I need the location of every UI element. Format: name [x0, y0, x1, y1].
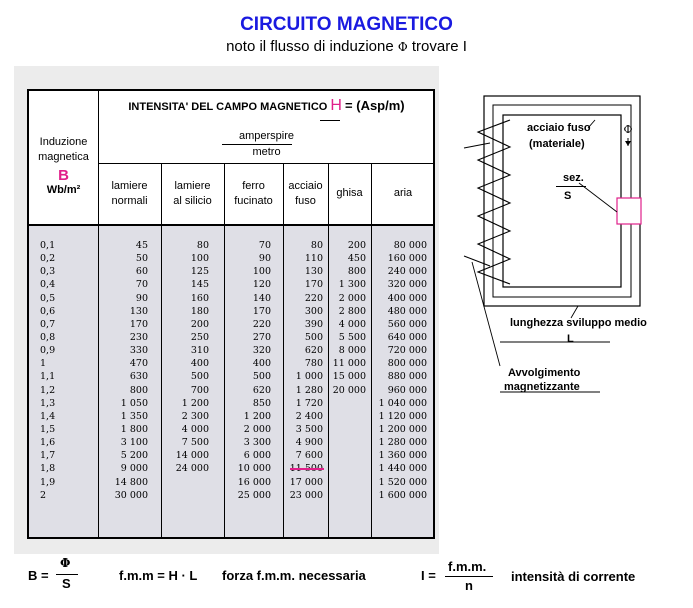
material-label: acciaio fuso [527, 122, 591, 134]
fmm-formula: f.m.m = H · L [119, 568, 198, 583]
table-cell: 60 [135, 266, 148, 278]
table-cell: 500 [304, 331, 323, 343]
table-cell: 1 280 [295, 384, 323, 396]
page-title: CIRCUITO MAGNETICO [240, 14, 453, 35]
section-label: sez. [563, 172, 584, 184]
table-cell: 14 000 [175, 450, 209, 462]
table-cell: 800 [129, 384, 148, 396]
table-cell: 110 [304, 253, 323, 265]
i-formula-den: n [465, 578, 473, 593]
section-symbol: S [564, 190, 572, 202]
table-cell: 16 000 [237, 476, 271, 488]
table-cell: 230 [129, 331, 148, 343]
table-cell [328, 423, 366, 436]
table-cell: 1 520 000 [378, 476, 427, 488]
b-header-line1: Induzione [39, 136, 88, 148]
table-cell: 170 [129, 318, 148, 330]
table-cell: 880 000 [387, 371, 427, 383]
table-cell: 2 400 [295, 410, 323, 422]
i-formula-lhs: I = [421, 568, 436, 583]
h-underline [320, 120, 340, 121]
table-cell: 240 000 [387, 266, 427, 278]
table-cell: 20 000 [332, 384, 366, 396]
i-formula-num: f.m.m. [448, 559, 487, 574]
b-formula-num: Φ [60, 556, 71, 570]
table-cell: 3 500 [295, 423, 323, 435]
table-cell: 1 040 000 [378, 397, 427, 409]
table-cell: 1 600 000 [378, 489, 427, 501]
table-cell: 1 [40, 358, 47, 370]
column-ghisa [328, 239, 366, 502]
table-cell [161, 476, 209, 489]
table-cell: 1 300 [338, 279, 366, 291]
table-cell: 220 [252, 318, 271, 330]
table-cell: 2 [40, 489, 47, 501]
table-cell: 15 000 [332, 371, 366, 383]
b-unit: Wb/m² [46, 184, 81, 196]
table-cell [328, 462, 366, 475]
h-unit: = (Asp/m) [345, 98, 405, 113]
table-cell: 120 [252, 279, 271, 291]
table-cell: 170 [304, 279, 323, 291]
table-cell: 1 280 000 [378, 437, 427, 449]
table-cell [328, 476, 366, 489]
table-cell: 1 350 [120, 410, 148, 422]
table-cell: 850 [252, 397, 271, 409]
table-cell: 0,7 [40, 318, 56, 330]
table-cell: 7 500 [181, 437, 209, 449]
table-cell: 320 000 [387, 279, 427, 291]
flux-symbol: Φ [623, 123, 633, 136]
b-header [29, 135, 98, 198]
table-cell: 17 000 [289, 476, 323, 488]
table-cell: 200 [347, 240, 366, 251]
table-cell: 80 [196, 240, 209, 251]
table-cell: 310 [190, 345, 209, 357]
table-cell: 145 [190, 279, 209, 291]
table-cell: 3 300 [243, 437, 271, 449]
table-cell: 2 300 [181, 410, 209, 422]
table-cell: 2 000 [338, 292, 366, 304]
table-cell: 330 [129, 345, 148, 357]
table-cell: 4 000 [181, 423, 209, 435]
table-cell: 1,9 [40, 476, 56, 488]
section-marker [617, 198, 641, 224]
table-cell [328, 489, 366, 502]
b-formula-den: S [62, 576, 71, 591]
table-cell: 1 800 [120, 423, 148, 435]
table-cell: 70 [258, 240, 271, 251]
i-description: intensità di corrente [511, 569, 636, 584]
table-cell: 500 [190, 371, 209, 383]
table-cell: 1 200 000 [378, 423, 427, 435]
table-cell: 130 [129, 305, 148, 317]
page-subtitle [0, 38, 693, 55]
fmm-description: forza f.m.m. necessaria [222, 568, 366, 583]
table-cell: 200 [190, 318, 209, 330]
length-symbol: L [567, 333, 574, 345]
b-formula-lhs: B = [28, 568, 49, 583]
table-cell: 50 [135, 253, 148, 265]
table-cell: 160 [190, 292, 209, 304]
table-cell: 960 000 [387, 384, 427, 396]
table-cell: 500 [252, 371, 271, 383]
table-cell: 0,2 [40, 253, 56, 265]
table-cell: 1,2 [40, 384, 56, 396]
table-cell: 11 000 [332, 358, 366, 370]
table-cell: 125 [190, 266, 209, 278]
table-cell: 1,5 [40, 423, 56, 435]
table-cell: 70 [135, 279, 148, 291]
table-cell: 90 [258, 253, 271, 265]
table-cell: 100 [252, 266, 271, 278]
table-cell: 0,5 [40, 292, 56, 304]
table-cell: 0,3 [40, 266, 56, 278]
table-cell: 30 000 [114, 489, 148, 501]
grid-line [27, 224, 435, 226]
table-cell: 700 [190, 384, 209, 396]
length-label: lunghezza sviluppo medio [510, 317, 647, 329]
table-cell [328, 436, 366, 449]
table-cell: 400 000 [387, 292, 427, 304]
table-cell: 25 000 [237, 489, 271, 501]
table-cell: 9 000 [120, 463, 148, 475]
phi-symbol: Φ [397, 40, 408, 54]
table-cell: 400 [190, 358, 209, 370]
table-cell: 0,4 [40, 279, 56, 291]
table-cell [161, 489, 209, 502]
table-cell: 1 200 [243, 410, 271, 422]
table-cell: 180 [190, 305, 209, 317]
table-cell: 100 [190, 253, 209, 265]
table-cell: 1,8 [40, 463, 56, 475]
table-cell [328, 397, 366, 410]
table-cell: 7 600 [295, 450, 323, 462]
b-symbol: B [58, 167, 69, 184]
table-cell: 140 [252, 292, 271, 304]
table-cell [328, 449, 366, 462]
table-cell: 1 440 000 [378, 463, 427, 475]
table-cell: 5 500 [338, 331, 366, 343]
h-symbol: H [330, 97, 342, 114]
table-cell: 220 [304, 292, 323, 304]
column-aria [371, 239, 427, 502]
winding-label-line1: Avvolgimento [508, 367, 581, 379]
table-cell: 620 [252, 384, 271, 396]
table-cell: 250 [190, 331, 209, 343]
b-formula-bar [56, 574, 78, 575]
b-header-line2: magnetica [38, 151, 89, 163]
section-fraction-bar [556, 186, 586, 187]
col-header-lamiere-normali: lamiere normali [111, 180, 148, 207]
table-cell: 400 [252, 358, 271, 370]
grid-line [98, 163, 435, 164]
table-cell: 630 [129, 371, 148, 383]
table-cell: 80 000 [393, 240, 427, 251]
table-cell: 14 800 [114, 476, 148, 488]
table-cell: 160 000 [387, 253, 427, 265]
table-cell: 640 000 [387, 331, 427, 343]
table-cell: 6 000 [243, 450, 271, 462]
subtitle-before: noto il flusso di induzione [226, 38, 398, 55]
table-cell: 450 [347, 253, 366, 265]
table-cell: 3 100 [120, 437, 148, 449]
table-cell: 0,9 [40, 345, 56, 357]
col-header-lamiere-silicio: lamiere al silicio [173, 180, 212, 207]
table-cell: 390 [304, 318, 323, 330]
table-cell: 90 [135, 292, 148, 304]
table-cell: 4 900 [295, 437, 323, 449]
column-ferro-fucinato [224, 239, 271, 502]
i-formula-bar [445, 576, 493, 577]
table-cell: 560 000 [387, 318, 427, 330]
table-cell: 1 720 [295, 397, 323, 409]
table-cell: 800 [347, 266, 366, 278]
table-cell: 780 [304, 358, 323, 370]
table-cell: 2 000 [243, 423, 271, 435]
table-cell: 1 000 [295, 371, 323, 383]
table-cell: 0,1 [40, 240, 56, 251]
table-cell: 80 [310, 240, 323, 251]
highlight-underline [290, 468, 324, 470]
table-cell: 0,8 [40, 331, 56, 343]
material-sub-label: (materiale) [529, 138, 585, 150]
table-cell: 5 200 [120, 450, 148, 462]
table-cell: 4 000 [338, 318, 366, 330]
table-cell: 0,6 [40, 305, 56, 317]
column-lamiere-normali [98, 239, 148, 502]
fraction-den: metro [252, 146, 281, 158]
col-header-acciaio-fuso: acciaio fuso [288, 180, 323, 207]
table-cell: 620 [304, 345, 323, 357]
table-cell: 300 [304, 305, 323, 317]
table-cell: 1,7 [40, 450, 56, 462]
col-header-ghisa: ghisa [336, 187, 363, 199]
winding-label-line2: magnetizzante [504, 381, 580, 393]
column-acciaio-fuso [283, 239, 323, 502]
fraction-num: amperspire [238, 130, 295, 142]
table-cell: 130 [304, 266, 323, 278]
column-lamiere-silicio [161, 239, 209, 502]
table-cell: 470 [129, 358, 148, 370]
table-cell: 2 800 [338, 305, 366, 317]
table-cell: 1 050 [120, 397, 148, 409]
table-cell: 1 200 [181, 397, 209, 409]
table-cell: 1,3 [40, 397, 56, 409]
table-cell: 1,6 [40, 437, 56, 449]
table-cell: 1,4 [40, 410, 56, 422]
table-cell: 1 360 000 [378, 450, 427, 462]
table-cell [328, 410, 366, 423]
table-cell: 270 [252, 331, 271, 343]
subtitle-after: trovare I [407, 38, 467, 55]
table-cell: 320 [252, 345, 271, 357]
column-b [40, 239, 70, 502]
table-cell: 8 000 [338, 345, 366, 357]
h-header [98, 98, 435, 115]
table-cell: 720 000 [387, 345, 427, 357]
table-cell: 800 000 [387, 358, 427, 370]
table-cell: 24 000 [175, 463, 209, 475]
col-header-ferro-fucinato: ferro fucinato [234, 180, 273, 207]
table-cell: 170 [252, 305, 271, 317]
table-cell: 480 000 [387, 305, 427, 317]
table-cell: 10 000 [237, 463, 271, 475]
table-cell: 1 120 000 [378, 410, 427, 422]
table-cell: 23 000 [289, 489, 323, 501]
table-cell: 1,1 [40, 371, 56, 383]
col-header-aria: aria [393, 187, 413, 199]
table-cell: 45 [135, 240, 148, 251]
h-header-text: INTENSITA' DEL CAMPO MAGNETICO [128, 101, 331, 113]
